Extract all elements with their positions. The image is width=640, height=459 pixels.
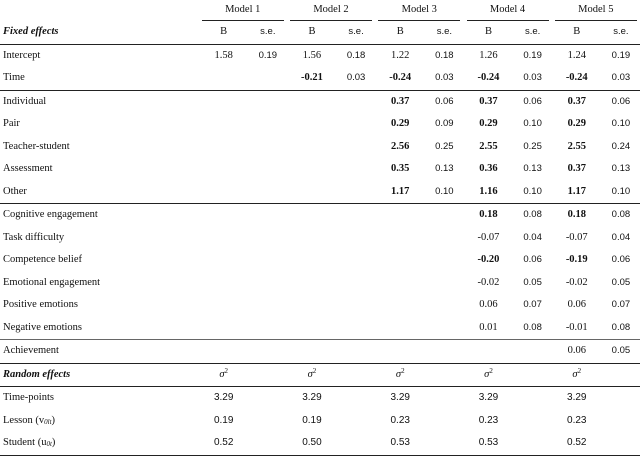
b-value: [287, 204, 337, 227]
random-effects-header-row: [0, 363, 640, 387]
se-value: 0.10: [611, 118, 631, 129]
se-value: 0.10: [602, 181, 640, 204]
fixed-effect-row: [0, 158, 640, 181]
se-value: 0.06: [523, 254, 542, 265]
se-value: 0.08: [611, 209, 631, 220]
b-value: [375, 67, 425, 90]
b-value-bold: -0.20: [477, 254, 500, 265]
variance-value: 0.19: [213, 414, 234, 426]
b-value: [287, 67, 337, 90]
b-value-bold: 0.18: [479, 209, 498, 220]
b-value-bold: 0.29: [567, 118, 586, 129]
b-value-bold: 0.29: [391, 118, 410, 129]
b-value: [375, 340, 425, 364]
b-value: [552, 90, 602, 113]
fixed-effect-row: [0, 317, 640, 340]
fixed-effect-row: [0, 113, 640, 136]
se-value: [249, 204, 287, 227]
fixed-effect-row: [0, 249, 640, 272]
sigma-exponent: 2: [489, 366, 493, 375]
variance-value: 3.29: [390, 392, 410, 403]
sigma-exponent: 2: [224, 366, 229, 375]
b-value: [375, 227, 425, 250]
fixed-effect-row: [0, 340, 640, 364]
b-value: 0.06: [479, 299, 498, 310]
row-label: Emotional engagement: [3, 276, 101, 288]
model-4-header: Model 4: [467, 0, 549, 21]
se-value: [337, 90, 375, 113]
se-value: [249, 272, 287, 295]
b-value: [552, 158, 602, 181]
b-value-bold: 0.18: [567, 209, 586, 220]
row-label-subscript: 0lt: [44, 417, 52, 426]
se-value: 0.05: [611, 276, 631, 288]
row-label: Cognitive engagement: [3, 209, 98, 220]
b-value: 0.06: [567, 299, 586, 310]
b-value: [199, 113, 249, 136]
se-value: [337, 340, 375, 364]
blank-cell: [602, 363, 640, 387]
se-value: 0.24: [611, 140, 631, 152]
se-value: [425, 227, 463, 250]
variance-value: 0.53: [463, 432, 513, 455]
b-value-bold: -0.24: [477, 72, 500, 83]
b-value: [199, 272, 249, 295]
sigma-squared-label: [552, 363, 602, 387]
se-value: [249, 90, 287, 113]
b-value-bold: 0.37: [391, 95, 410, 107]
se-label: s.e.: [425, 21, 463, 44]
b-value-bold: -0.21: [301, 72, 323, 83]
blank-cell: [514, 387, 552, 410]
b-value: 1.22: [391, 49, 410, 61]
b-value: [463, 90, 513, 113]
se-value: [249, 294, 287, 317]
se-label: s.e.: [514, 21, 552, 44]
b-value: -0.01: [552, 317, 602, 340]
blank-cell: [425, 387, 463, 410]
blank-cell: [249, 432, 287, 455]
row-label: Task difficulty: [3, 231, 65, 243]
b-label: B: [199, 21, 249, 44]
se-value: [337, 227, 375, 250]
se-label: s.e.: [337, 21, 375, 44]
blank-cell: [514, 432, 552, 455]
b-value: [463, 249, 513, 272]
b-value: [287, 272, 337, 295]
b-value: [199, 317, 249, 340]
se-value: 0.13: [523, 163, 542, 174]
b-value: [199, 67, 249, 90]
b-value: [199, 90, 249, 113]
b-value: 1.58: [214, 49, 233, 61]
model-header: [287, 0, 375, 21]
b-value: [552, 249, 602, 272]
b-value-bold: 0.35: [391, 163, 410, 174]
b-value: [199, 340, 249, 364]
variance-value: 0.23: [567, 414, 587, 426]
b-value-bold: 0.29: [479, 118, 498, 129]
b-value: 0.06: [552, 340, 602, 364]
se-value: [337, 294, 375, 317]
row-label: [0, 387, 199, 410]
b-label: B: [552, 21, 602, 44]
row-label: Positive emotions: [3, 299, 78, 310]
se-value: [337, 272, 375, 295]
model-header: [375, 0, 463, 21]
b-value-bold: 2.55: [567, 140, 586, 152]
b-value: [375, 136, 425, 159]
variance-value: 3.29: [213, 392, 234, 403]
b-value: [463, 340, 513, 364]
blank-cell: [337, 432, 375, 455]
b-value: [287, 181, 337, 204]
b-value: [287, 158, 337, 181]
b-value: [287, 90, 337, 113]
se-value: 0.13: [611, 163, 631, 174]
blank-cell: [425, 410, 463, 433]
b-value: [463, 67, 513, 90]
variance-value: 0.52: [552, 432, 602, 455]
se-value: 0.18: [435, 49, 454, 61]
row-label-text: Time-points: [3, 392, 54, 403]
blank-cell: [249, 363, 287, 387]
model-1-header: Model 1: [202, 0, 284, 21]
row-label: [0, 410, 199, 433]
fixed-effect-row: [0, 181, 640, 204]
b-value: [199, 249, 249, 272]
b-value-bold: 0.37: [479, 95, 498, 107]
se-value: 0.04: [523, 231, 542, 243]
fixed-effect-row: [0, 67, 640, 90]
se-value: [425, 204, 463, 227]
row-label: Negative emotions: [0, 317, 199, 340]
model-3-header: Model 3: [378, 0, 460, 21]
se-value: 0.19: [611, 49, 631, 61]
se-value: 0.25: [523, 140, 542, 152]
model-2-header: Model 2: [290, 0, 372, 21]
se-value: 0.03: [337, 67, 375, 90]
b-label: B: [375, 21, 425, 44]
sigma-squared-label: [287, 363, 337, 387]
blank-cell: [249, 410, 287, 433]
b-value: [375, 113, 425, 136]
b-value: [199, 227, 249, 250]
b-value-bold: 2.56: [391, 140, 410, 152]
b-value-bold: -0.19: [565, 254, 588, 265]
sigma-exponent: 2: [401, 366, 405, 375]
se-value: [337, 136, 375, 159]
row-label-text: Student (u: [3, 437, 47, 448]
se-value: 0.06: [523, 95, 542, 107]
se-value: 0.10: [425, 181, 463, 204]
b-value-bold: 1.17: [391, 185, 410, 197]
blank-cell: [249, 387, 287, 410]
se-value: [337, 249, 375, 272]
fixed-effect-row: [0, 44, 640, 67]
se-value: [249, 227, 287, 250]
blank-cell: [514, 410, 552, 433]
variance-value: 0.50: [287, 432, 337, 455]
se-value: [249, 113, 287, 136]
se-value: [249, 158, 287, 181]
se-value: 0.08: [523, 209, 542, 220]
model-header: [199, 0, 287, 21]
se-value: 0.06: [611, 95, 631, 107]
sigma-squared-label: [375, 363, 425, 387]
b-value: -0.02: [477, 276, 500, 288]
header-blank: [0, 0, 199, 21]
b-value-bold: 0.37: [567, 163, 586, 174]
variance-value: 3.29: [478, 392, 499, 403]
se-value: 0.03: [425, 67, 463, 90]
se-value: [337, 317, 375, 340]
fixed-effects-header-row: [0, 21, 640, 44]
sigma-symbol: σ: [219, 368, 225, 380]
b-value: [463, 136, 513, 159]
b-value: 1.24: [567, 49, 586, 61]
se-value: 0.13: [435, 163, 454, 174]
b-value: [552, 204, 602, 227]
model-header: [463, 0, 551, 21]
se-value: 0.10: [523, 118, 542, 129]
b-value: [463, 113, 513, 136]
b-value-bold: -0.24: [565, 72, 588, 83]
variance-value: 0.23: [478, 414, 499, 426]
b-value: [287, 317, 337, 340]
se-value: [514, 340, 552, 364]
blank-cell: [602, 410, 640, 433]
row-label: Time: [0, 67, 199, 90]
row-label: Achievement: [0, 340, 199, 364]
se-value: [425, 317, 463, 340]
se-value: [249, 181, 287, 204]
se-label: s.e.: [249, 21, 287, 44]
b-value-bold: -0.24: [389, 72, 412, 83]
b-value: [287, 113, 337, 136]
fixed-effect-row: [0, 204, 640, 227]
se-value: [337, 204, 375, 227]
fixed-effect-row: [0, 90, 640, 113]
b-value-bold: 1.17: [567, 185, 586, 197]
se-value: 0.05: [523, 276, 542, 288]
fixed-effect-row: [0, 294, 640, 317]
sigma-symbol: σ: [395, 368, 402, 380]
variance-value: 0.52: [199, 432, 249, 455]
variance-value: 3.29: [567, 392, 587, 403]
b-value: [199, 158, 249, 181]
sigma-exponent: 2: [312, 366, 317, 375]
se-value: 0.06: [435, 95, 454, 107]
sigma-symbol: σ: [572, 368, 578, 380]
b-value: [375, 249, 425, 272]
b-value: [199, 294, 249, 317]
se-value: 0.25: [435, 140, 454, 152]
b-value: [463, 204, 513, 227]
b-value: [375, 90, 425, 113]
model-5-header: Model 5: [555, 0, 637, 21]
se-value: 0.04: [611, 231, 631, 243]
se-value: [425, 249, 463, 272]
b-value: [463, 181, 513, 204]
random-effects-title: Random effects: [0, 363, 199, 387]
row-label-suffix: ): [51, 414, 56, 426]
b-value: [463, 158, 513, 181]
variance-value: 0.19: [302, 414, 322, 426]
se-value: 0.07: [523, 299, 542, 310]
b-value: [287, 340, 337, 364]
model-header: [552, 0, 640, 21]
se-value: 0.03: [514, 67, 552, 90]
b-value-bold: 0.36: [479, 163, 498, 174]
blank-cell: [425, 363, 463, 387]
b-value: -0.02: [565, 276, 588, 288]
row-label-suffix: ): [51, 437, 56, 448]
se-value: [425, 340, 463, 364]
se-value: 0.19: [258, 49, 278, 61]
fixed-effect-row: [0, 227, 640, 250]
b-value: 0.01: [463, 317, 513, 340]
b-value: [287, 227, 337, 250]
row-label: Individual: [3, 95, 47, 107]
row-label: Pair: [3, 118, 20, 129]
se-value: 0.05: [602, 340, 640, 364]
b-value: -0.07: [565, 231, 588, 243]
sigma-symbol: σ: [307, 368, 313, 380]
blank-cell: [337, 387, 375, 410]
variance-value: 0.53: [375, 432, 425, 455]
b-value: [552, 181, 602, 204]
b-value: [287, 136, 337, 159]
se-value: [249, 67, 287, 90]
b-value-bold: 0.37: [567, 95, 586, 107]
se-value: 0.06: [611, 254, 631, 265]
row-label: Other: [0, 181, 199, 204]
se-value: 0.09: [435, 118, 454, 129]
b-label: B: [463, 21, 513, 44]
b-value: [375, 294, 425, 317]
b-value-bold: 1.16: [479, 185, 498, 197]
blank-cell: [337, 410, 375, 433]
se-value: 0.10: [514, 181, 552, 204]
blank-cell: [337, 363, 375, 387]
row-label: [0, 432, 199, 455]
random-effect-row: [0, 387, 640, 410]
se-value: [425, 272, 463, 295]
se-value: [425, 294, 463, 317]
b-value: [375, 181, 425, 204]
model-header-row: [0, 0, 640, 21]
b-value: [552, 113, 602, 136]
se-value: [249, 136, 287, 159]
fixed-effect-row: [0, 136, 640, 159]
se-value: 0.18: [346, 49, 366, 61]
b-value: [199, 204, 249, 227]
b-value: [375, 317, 425, 340]
se-value: [337, 113, 375, 136]
se-value: [249, 340, 287, 364]
b-value: [552, 136, 602, 159]
se-value: 0.03: [602, 67, 640, 90]
b-value: [552, 67, 602, 90]
blank-cell: [602, 387, 640, 410]
sigma-squared-label: [463, 363, 513, 387]
sigma-exponent: 2: [577, 366, 582, 375]
fixed-effects-title: Fixed effects: [0, 21, 199, 44]
row-label: Assessment: [3, 163, 53, 174]
b-value: [287, 249, 337, 272]
b-value: [375, 272, 425, 295]
b-value: [375, 204, 425, 227]
b-value: [199, 181, 249, 204]
sigma-squared-label: [199, 363, 249, 387]
row-label-subscript: 0t: [46, 440, 52, 448]
row-label: Intercept: [3, 49, 41, 61]
se-value: 0.19: [523, 49, 542, 61]
b-value: [199, 136, 249, 159]
variance-value: 3.29: [302, 392, 322, 403]
blank-cell: [602, 432, 640, 455]
fixed-effect-row: [0, 272, 640, 295]
se-value: [337, 158, 375, 181]
random-effect-row: [0, 432, 640, 455]
variance-value: 0.23: [390, 414, 410, 426]
se-value: 0.08: [514, 317, 552, 340]
se-value: 0.07: [611, 299, 631, 310]
se-value: [249, 317, 287, 340]
b-value: 1.56: [302, 49, 322, 61]
blank-cell: [514, 363, 552, 387]
se-label: s.e.: [602, 21, 640, 44]
se-value: 0.08: [602, 317, 640, 340]
b-value: 1.26: [479, 49, 498, 61]
b-value: [375, 158, 425, 181]
b-value: [287, 294, 337, 317]
sigma-symbol: σ: [484, 368, 490, 380]
b-value: -0.07: [477, 231, 500, 243]
random-effect-row: [0, 410, 640, 433]
table-body: [0, 21, 640, 455]
blank-cell: [425, 432, 463, 455]
row-label-text: Lesson (v: [3, 414, 45, 426]
row-label: Teacher-student: [3, 140, 70, 152]
se-value: [337, 181, 375, 204]
b-value-bold: 2.55: [479, 140, 498, 152]
row-label: Competence belief: [3, 254, 83, 265]
se-value: [249, 249, 287, 272]
b-label: B: [287, 21, 337, 44]
